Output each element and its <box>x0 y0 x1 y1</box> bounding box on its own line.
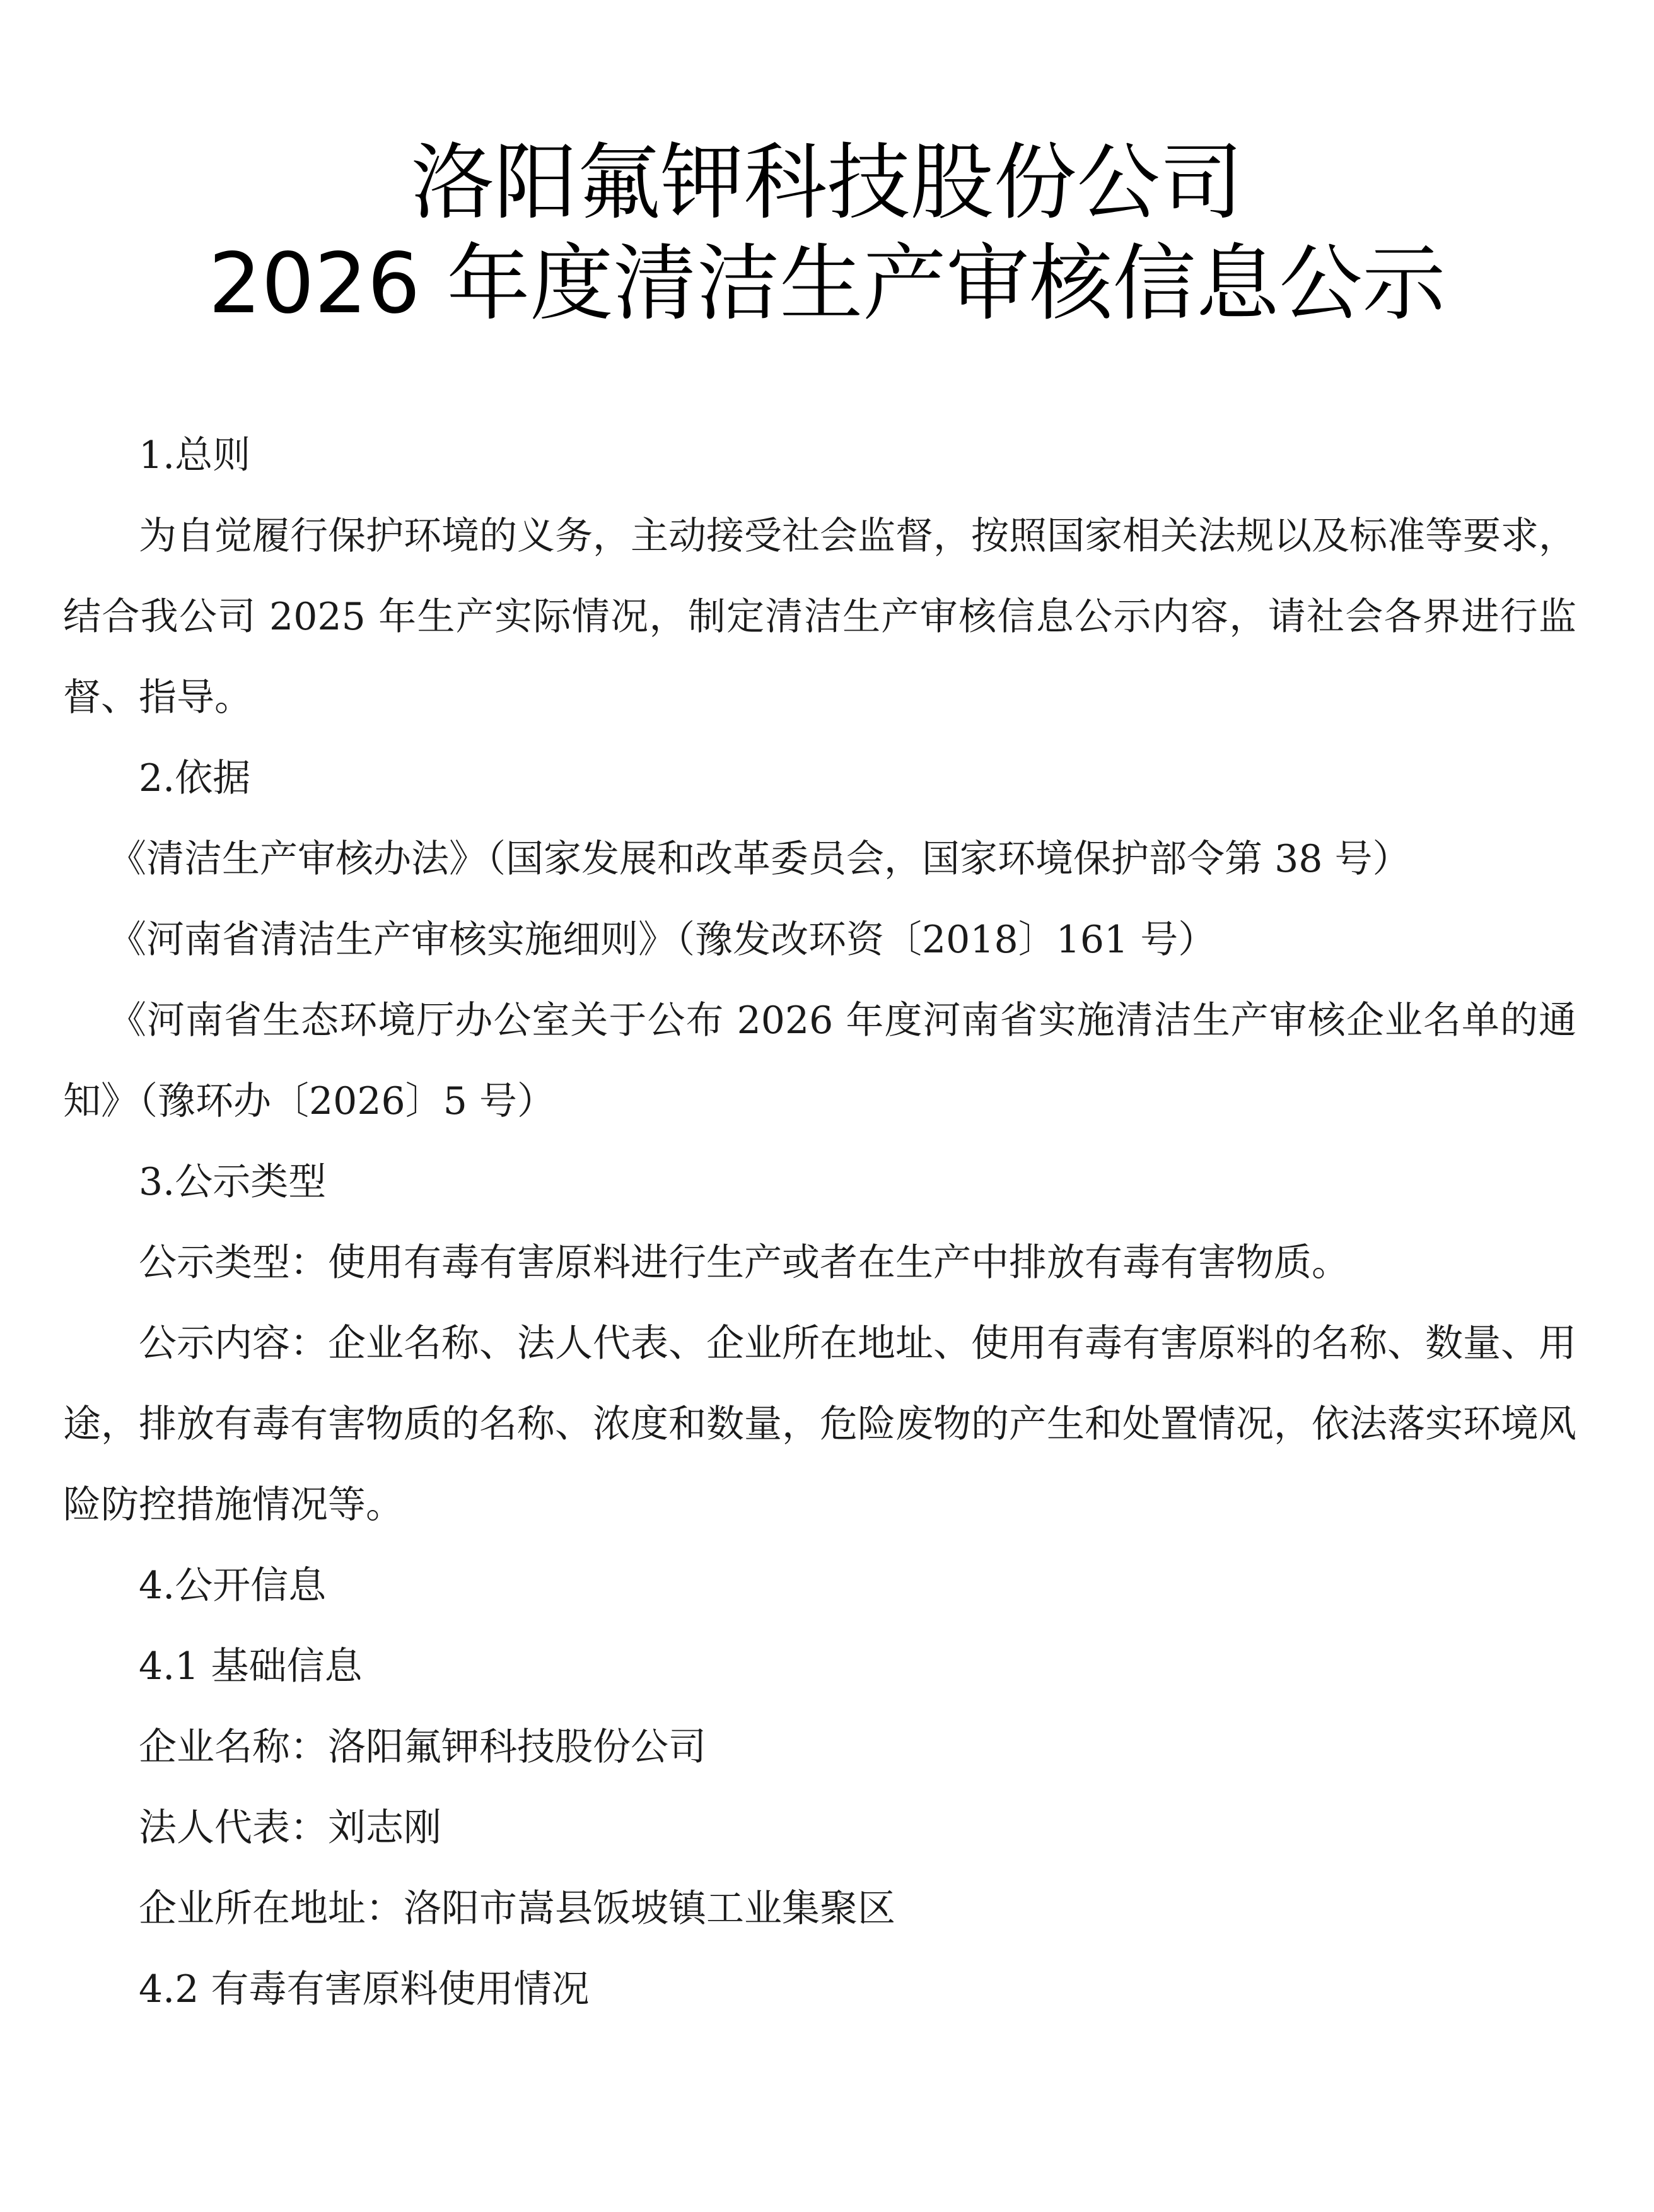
disclosure-content-text: 公示内容：企业名称、法人代表、企业所在地址、使用有毒有害原料的名称、数量、用途，排放有毒有害物质的名称、浓度和数量，危险废物的产生和处置情况，依法落实环境风险防控措施情况等。 <box>63 1321 1576 1527</box>
document-title <box>0 132 1654 334</box>
title-line-company: 洛阳氟钾科技股份公司 <box>411 134 1243 231</box>
section-heading-type: 3.公示类型 <box>139 1160 327 1204</box>
subsection-heading-basic: 4.1 基础信息 <box>139 1644 363 1688</box>
document-body <box>63 415 1576 2030</box>
section-heading-basis: 2.依据 <box>139 756 251 800</box>
section-heading-disclosure: 4.公开信息 <box>139 1564 327 1608</box>
company-name-line: 企业名称：洛阳氟钾科技股份公司 <box>139 1725 706 1769</box>
basis-ref-1: 《清洁生产审核办法》（国家发展和改革委员会，国家环境保护部令第 38 号） <box>108 837 1411 881</box>
legal-rep-line: 法人代表：刘志刚 <box>139 1806 441 1850</box>
basis-ref-3: 《河南省生态环境厅办公室关于公布 2026 年度河南省实施清洁生产审核企业名单的通知》（豫环办〔2026〕5 号） <box>63 998 1576 1123</box>
disclosure-type-text: 公示类型：使用有毒有害原料进行生产或者在生产中排放有毒有害物质。 <box>139 1241 1349 1285</box>
basis-ref-2: 《河南省清洁生产审核实施细则》（豫发改环资〔2018〕161 号） <box>108 918 1216 962</box>
section-heading-general: 1.总则 <box>139 433 251 477</box>
title-line-subject: 2026 年度清洁生产审核信息公示 <box>208 235 1446 332</box>
address-line: 企业所在地址：洛阳市嵩县饭坡镇工业集聚区 <box>139 1887 895 1931</box>
subsection-heading-toxic: 4.2 有毒有害原料使用情况 <box>139 1967 590 2011</box>
general-paragraph: 为自觉履行保护环境的义务，主动接受社会监督，按照国家相关法规以及标准等要求，结合我公司 2025 年生产实际情况，制定清洁生产审核信息公示内容，请社会各界进行监督、指导。 <box>63 514 1576 720</box>
